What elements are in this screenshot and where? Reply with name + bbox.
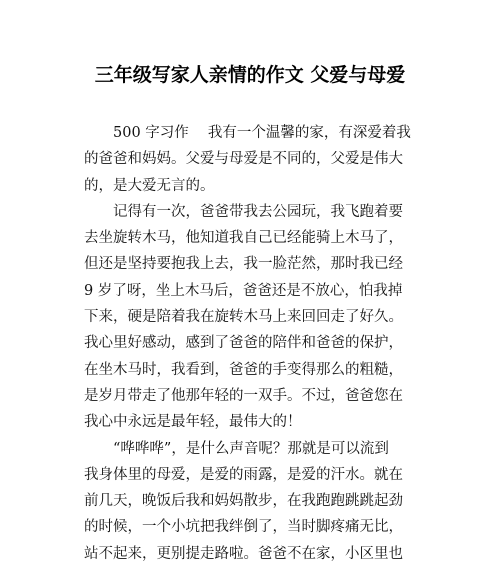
text-line: 在坐木马时，我看到，爸爸的手变得那么的粗糙， — [84, 361, 403, 378]
text-line: 我心里好感动，感到了爸爸的陪伴和爸爸的保护， — [84, 335, 403, 352]
text-line: 的爸爸和妈妈。父爱与母爱是不同的，父爱是伟大 — [84, 151, 403, 168]
text-line: 我身体里的母爱，是爱的雨露，是爱的汗水。就在 — [84, 466, 403, 483]
text-line: 我心中永远是最年轻，最伟大的！ — [84, 414, 302, 431]
text-line: 下来，硬是陪着我在旋转木马上来回回走了好久。 — [84, 309, 403, 326]
text-line: 站不起来，更别提走路啦。爸爸不在家，小区里也 — [84, 545, 403, 562]
text-line: “哗哗哗”，是什么声音呢？那就是可以流到 — [84, 440, 389, 457]
text-line: 是岁月带走了他那年轻的一双手。不过，爸爸您在 — [84, 387, 403, 404]
document-title: 三年级写家人亲情的作文 父爱与母爱 — [94, 64, 406, 86]
text-line: 9 岁了呀，坐上木马后，爸爸还是不放心，怕我掉 — [84, 282, 403, 299]
text-line: 前几天，晚饭后我和妈妈散步，在我跑跑跳跳起劲 — [84, 493, 403, 510]
text-line: 500 字习作 我有一个温馨的家，有深爱着我 — [84, 125, 411, 141]
document-body — [84, 120, 429, 567]
text-line: 去坐旋转木马，他知道我自己已经能骑上木马了， — [84, 230, 403, 247]
text-line: 但还是坚持要抱我上去，我一脸茫然，那时我已经 — [84, 256, 403, 273]
text-line: 记得有一次，爸爸带我去公园玩，我飞跑着要 — [84, 203, 403, 220]
text-line: 的，是大爱无言的。 — [84, 177, 215, 194]
text-line: 的时候，一个小坑把我绊倒了，当时脚疼痛无比， — [84, 519, 403, 536]
